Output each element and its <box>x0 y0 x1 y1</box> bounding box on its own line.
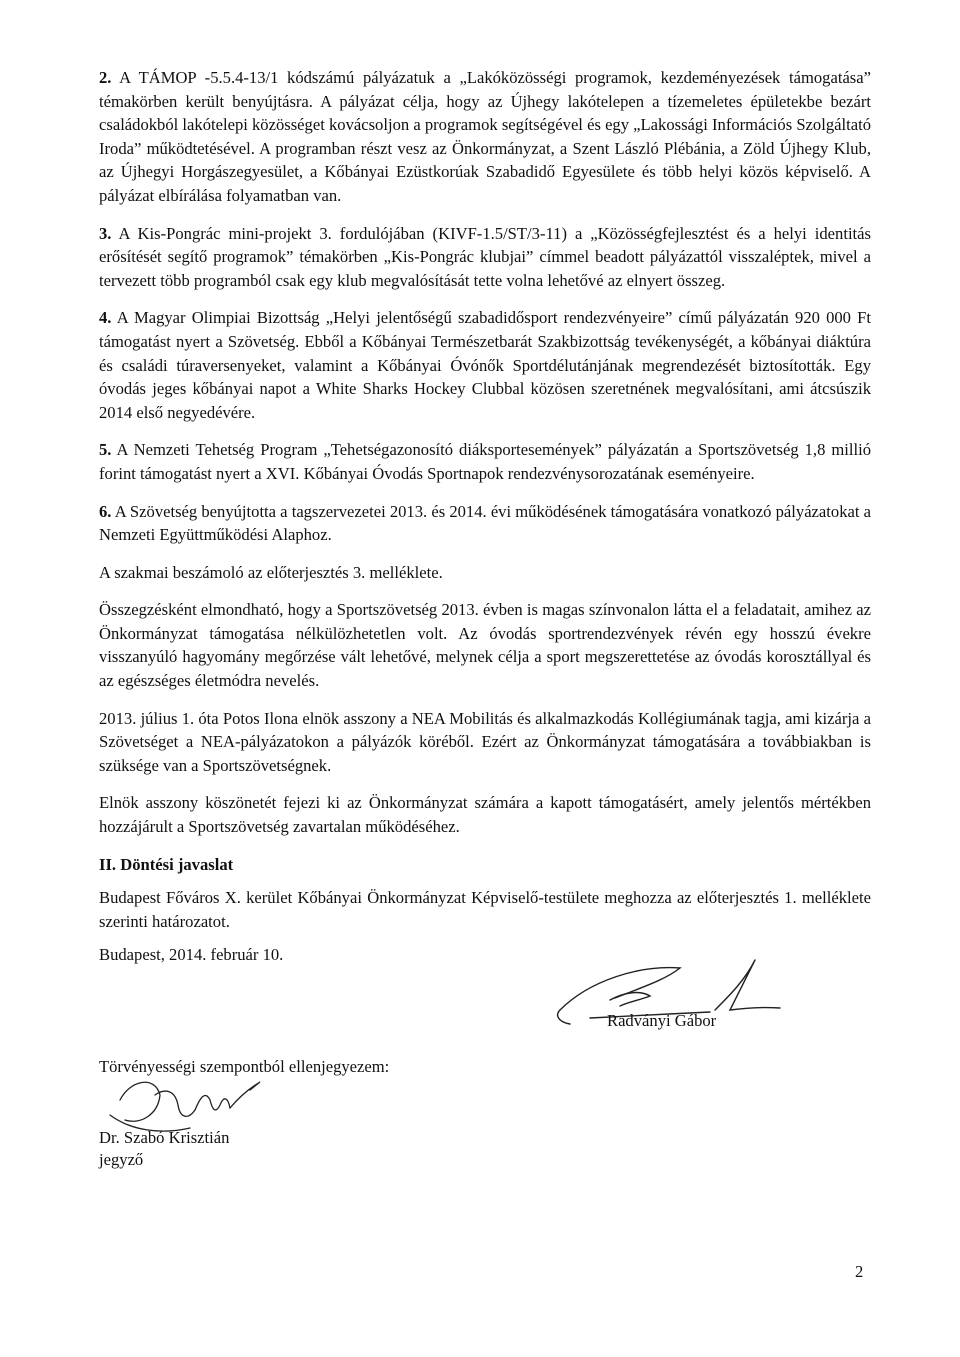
date-line: Budapest, 2014. február 10. <box>99 945 284 965</box>
membership-paragraph: 2013. július 1. óta Potos Ilona elnök asszony a NEA Mobilitás és alkalmazkodás Kollégiumának tagja, ami kizárja a Szövetséget a NEA-pályázatokon a pályázók köréből. Ezért az Önkormányzat támogatására a továbbiakban is szüksége van a Sportszövetségnek. <box>99 708 871 775</box>
section-title: II. Döntési javaslat <box>99 854 234 874</box>
legal-review-name: Dr. Szabó Krisztián <box>99 1128 230 1147</box>
thanks-paragraph: Elnök asszony köszönetét fejezi ki az Önkormányzat számára a kapott támogatásért, amely jelentős mértékben hozzájárult a Sportszövetség zavartalan működéséhez. <box>99 793 871 837</box>
paragraph-text: A Kis-Pongrác mini-projekt 3. fordulójában (KIVF-1.5/ST/3-11) a „Közösségfejlesztést és a helyi identitás erősítését segítő programok” témakörben „Kis-Pongrác klubjai” címmel beadott pályázattól visszaléptek, mivel a tervezett több programból csak egy klub megvalósítását tette volna lehetővé az elnyert összeg. <box>99 223 871 290</box>
item-number: 5. <box>99 440 112 460</box>
signature-szabo <box>100 1060 280 1150</box>
paragraph-text: A TÁMOP -5.5.4-13/1 kódszámú pályázatuk a „Lakóközösségi programok, kezdeményezések támogatása” témakörben került benyújtásra. A pályázat célja, hogy az Újhegy lakótelepen a tízemeletes épületekbe bezárt családokból lakótelepi közösséget kovácsoljon a programok segítségével és egy „Lakossági Információs Szolgáltató Iroda” működtetésével. A programban részt vesz az Önkormányzat, a Szent László Plébánia, a Zöld Újhegy Klub, az Újhegyi Horgászegyesület, a Kőbányai Ezüstkorúak Szabadidő Egyesülete és több helyi közös képviselő. A pályázat elbírálása folyamatban van. <box>99 68 871 205</box>
paragraph-text: A Szövetség benyújtotta a tagszervezetei 2013. és 2014. évi működésének támogatására vonatkozó pályázatokat a Nemzeti Együttműködési Alaphoz. <box>99 501 871 545</box>
paragraph-6 <box>99 500 871 547</box>
item-number: 6. <box>99 501 112 521</box>
paragraph-3 <box>99 222 871 293</box>
legal-review-title: jegyző <box>99 1150 144 1169</box>
signer-name: Radványi Gábor <box>607 1011 717 1030</box>
legal-review-label: Törvényességi szempontból ellenjegyezem: <box>99 1057 390 1076</box>
summary-paragraph: Összegzésként elmondható, hogy a Sportszövetség 2013. évben is magas színvonalon látta el a feladatait, amihez az Önkormányzat támogatása nélkülözhetetlen volt. Az óvodás sportrendezvények révén egy hosszú évekre visszanyúló hagyomány megőrzése vált lehetővé, melynek célja a sport megszerettetése az óvodás korosztállyal és az egészséges életmódra nevelés. <box>99 600 871 691</box>
paragraph-5 <box>99 438 871 485</box>
document-body <box>99 66 871 981</box>
item-number: 3. <box>99 223 112 243</box>
paragraph-4 <box>99 306 871 424</box>
page-number: 2 <box>855 1262 864 1281</box>
proposal-paragraph: Budapest Főváros X. kerület Kőbányai Önkormányzat Képviselő-testülete meghozza az előterjesztés 1. melléklete szerinti határozatot. <box>99 888 871 931</box>
item-number: 4. <box>99 308 112 328</box>
paragraph-2 <box>99 66 871 208</box>
item-number: 2. <box>99 68 112 87</box>
paragraph-text: A Nemzeti Tehetség Program „Tehetségazonosító diáksportesemények” pályázatán a Sportszövetség 1,8 millió forint támogatást nyert a XVI. Kőbányai Óvodás Sportnapok rendezvénysorozatának eseményeire. <box>99 440 871 483</box>
attachment-note: A szakmai beszámoló az előterjesztés 3. melléklete. <box>99 562 443 582</box>
paragraph-text: A Magyar Olimpiai Bizottság „Helyi jelentőségű szabadidősport rendezvényeire” című pályázatán 920 000 Ft támogatást nyert a Szövetség. Ebből a Kőbányai Természetbarát Szakbizottság tevékenységét, a kőbányai diáktúra és családi túraversenyeket, valamint a Kőbányai Óvónők Sportdélutánjának megrendezését biztosították. Egy óvodás jeges kőbányai napot a White Sharks Hockey Clubbal közösen szeretnének megvalósítani, ami átcsúszik 2014 első negyedévére. <box>99 308 871 422</box>
